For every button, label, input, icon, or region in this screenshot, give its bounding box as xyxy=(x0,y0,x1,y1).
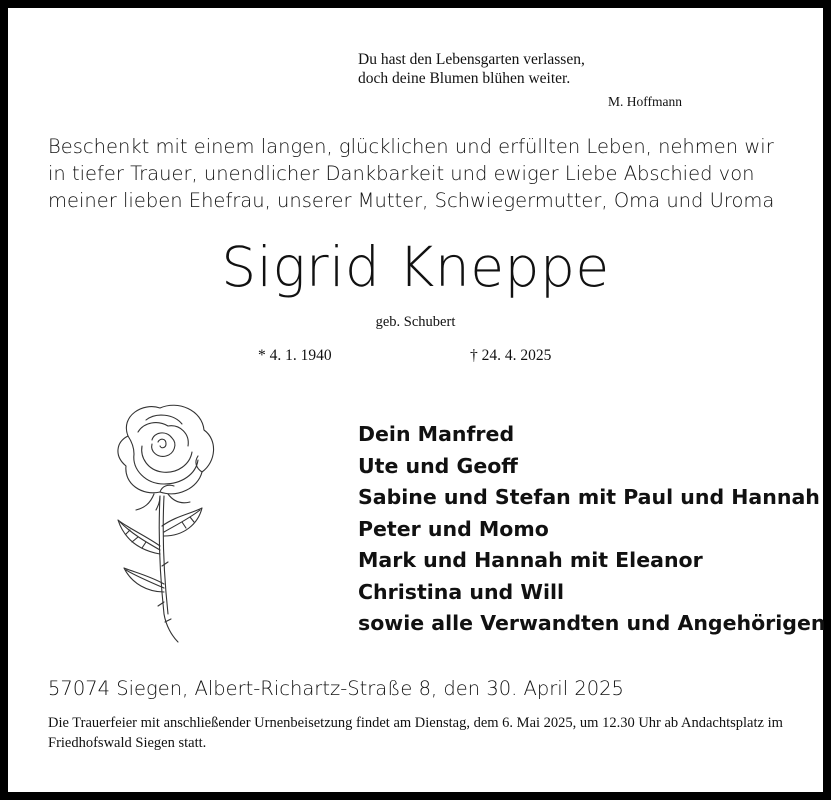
mourner-line: Ute und Geoff xyxy=(358,453,518,478)
birth-date: * 4. 1. 1940 xyxy=(258,347,332,364)
quote-line-2: doch deine Blumen blühen weiter. xyxy=(358,70,571,87)
mourner-line: Mark und Hannah mit Eleanor xyxy=(358,548,703,572)
deceased-name: Sigrid Kneppe xyxy=(221,235,610,299)
intro-text: Beschenkt mit einem langen, glücklichen und erfüllten Leben, nehmen wir in tiefer Trauer, unendlicher Dankbarkeit und ewiger Liebe Abschied von meiner lieben Ehefrau, unserer Mutter, Schwiegermutter, Oma und Uroma xyxy=(48,135,775,212)
mourner-line: Christina und Will xyxy=(358,579,565,604)
death-date: † 24. 4. 2025 xyxy=(470,347,552,364)
rose-illustration xyxy=(98,396,228,646)
quote-author: M. Hoffmann xyxy=(608,94,682,109)
mourners-list xyxy=(358,419,825,640)
quote xyxy=(358,50,585,88)
mourner-line: Peter und Momo xyxy=(358,516,549,541)
mourner-line: Dein Manfred xyxy=(358,422,515,446)
quote-line-1: Du hast den Lebensgarten verlassen, xyxy=(358,51,585,68)
service-notice: Die Trauerfeier mit anschließender Urnenbeisetzung findet am Dienstag, dem 6. Mai 2025, um 12.30 Uhr ab Andachtsplatz im Friedhofswald Siegen statt. xyxy=(48,715,783,751)
mourner-line: Sabine und Stefan mit Paul und Hannah xyxy=(358,485,820,509)
birth-name: geb. Schubert xyxy=(375,314,456,330)
address-line: 57074 Siegen, Albert-Richartz-Straße 8, den 30. April 2025 xyxy=(48,677,624,700)
mourner-line: sowie alle Verwandten und Angehörigen xyxy=(358,611,826,635)
